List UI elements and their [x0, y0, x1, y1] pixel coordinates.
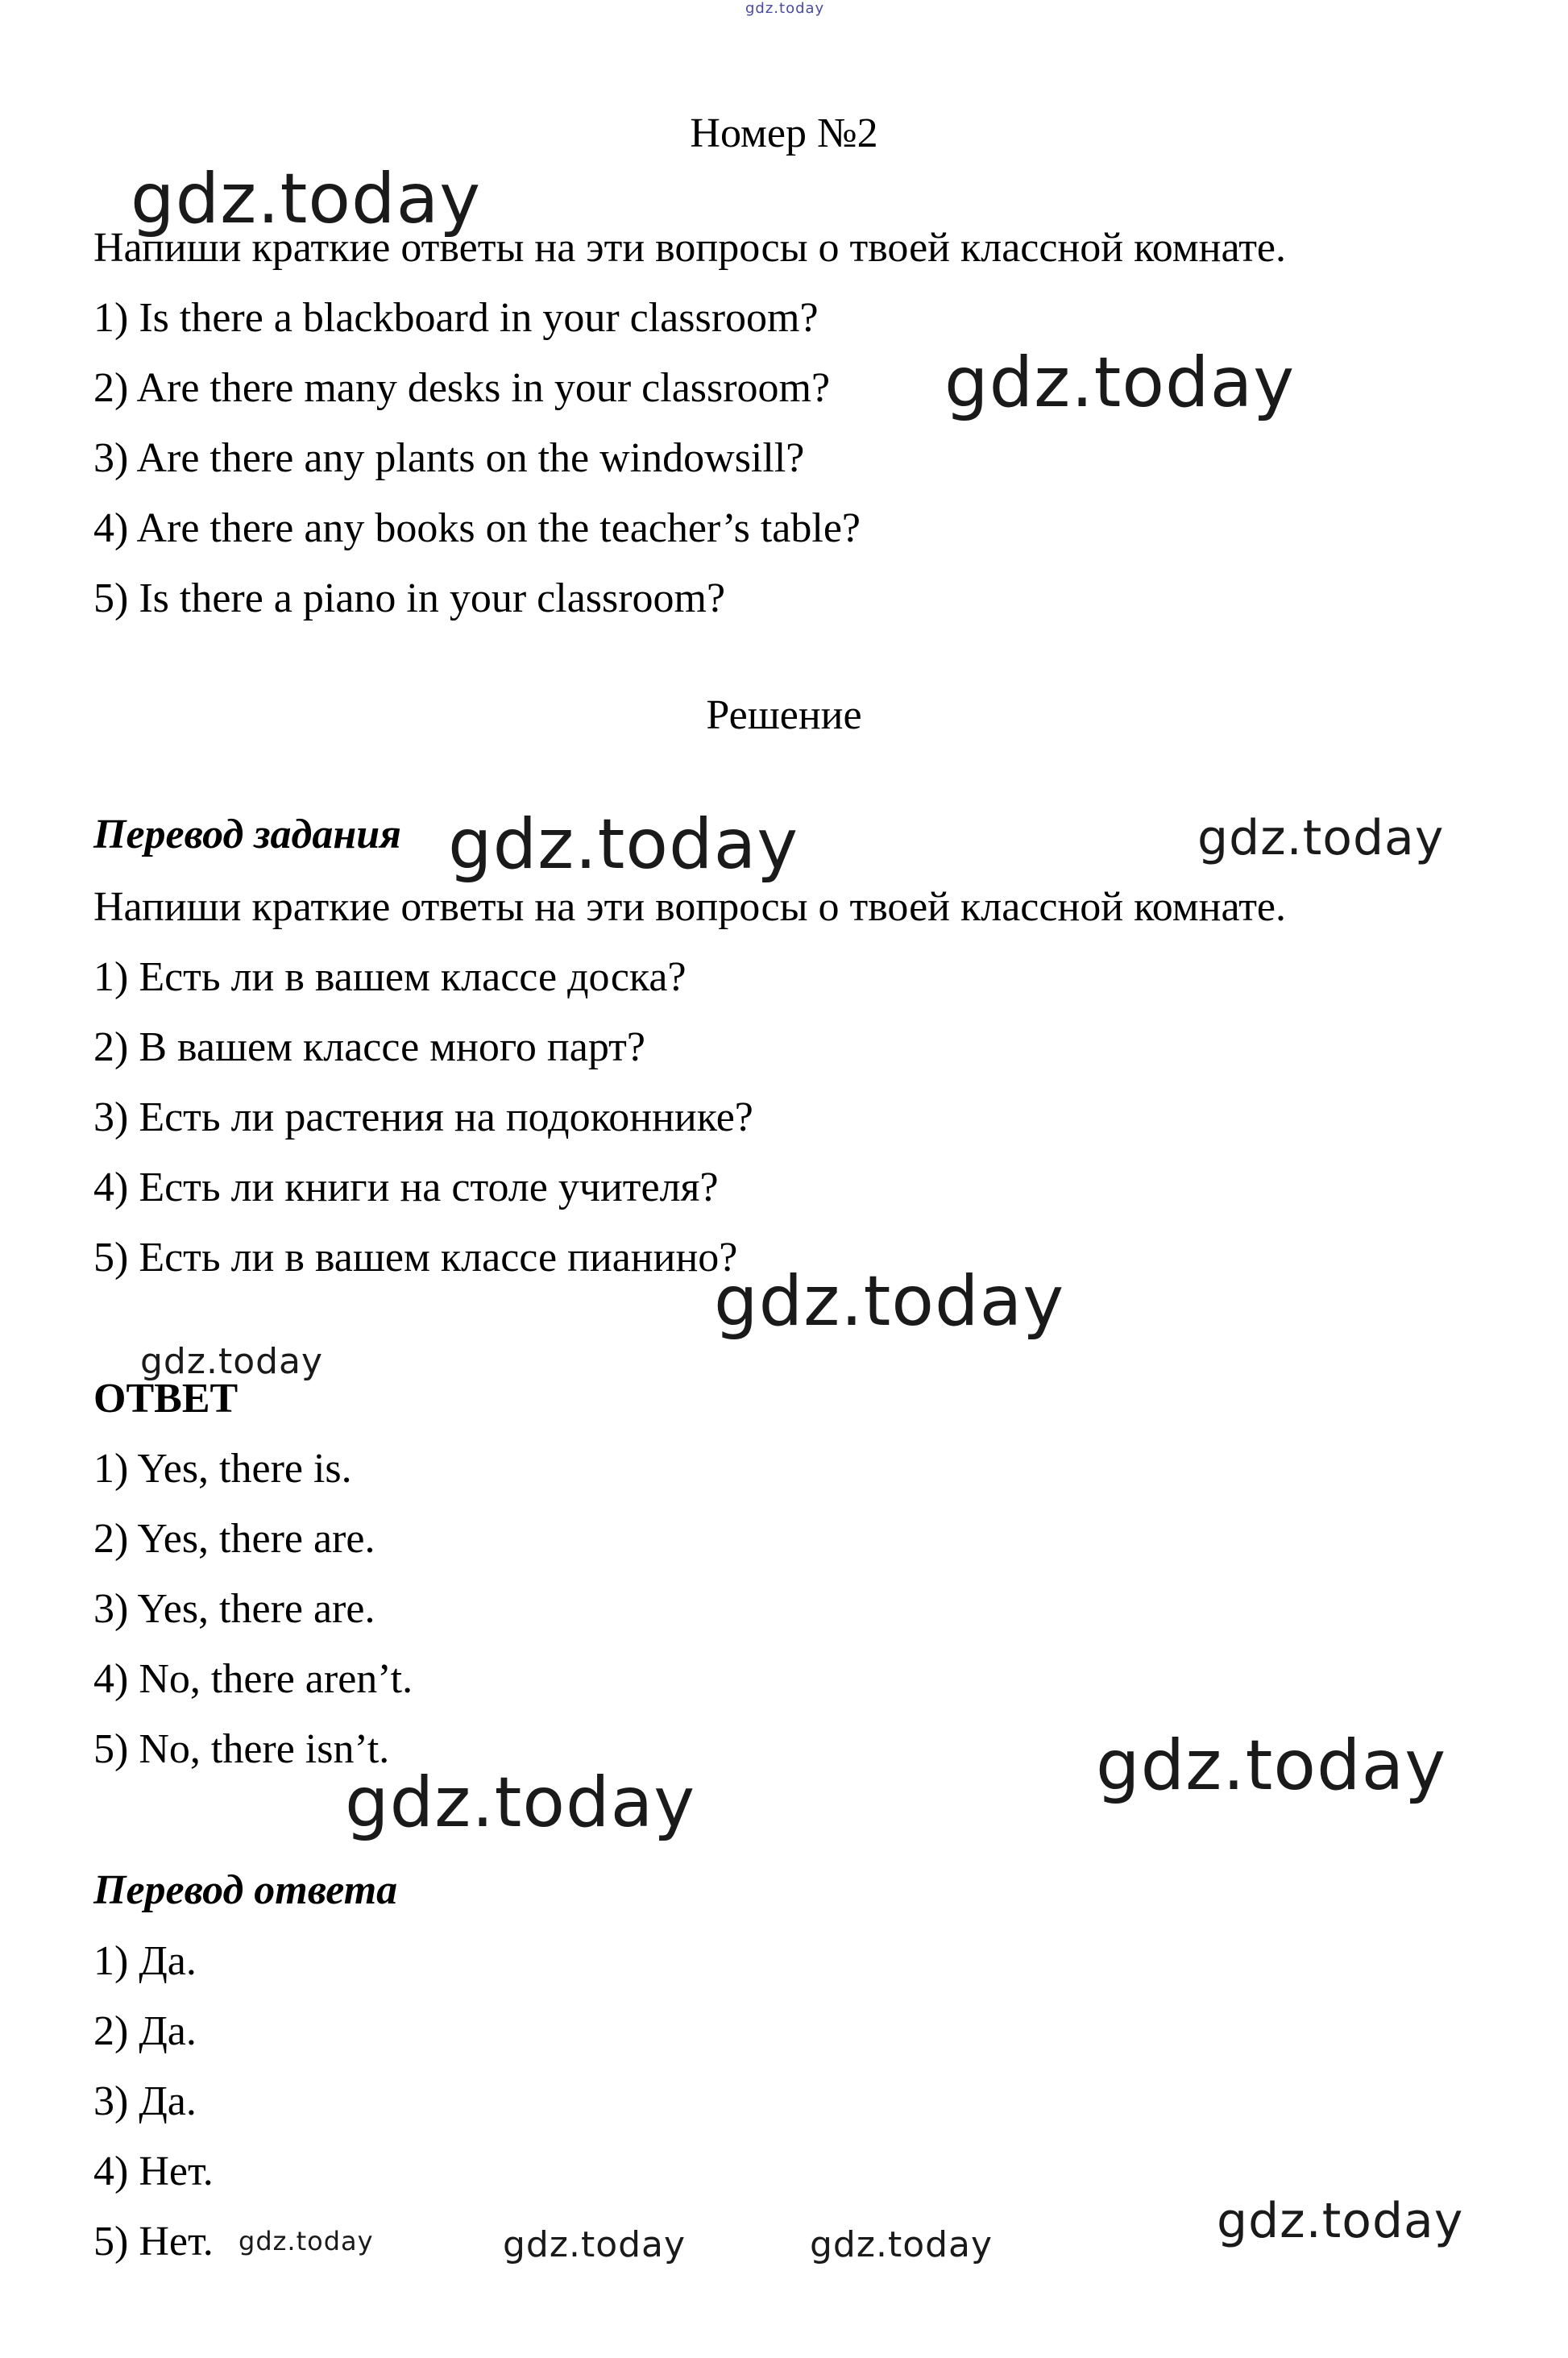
watermark: gdz.today	[448, 804, 799, 885]
task-question: 5) Is there a piano in your classroom?	[93, 575, 726, 621]
task-question: 2) Are there many desks in your classroom?	[93, 365, 831, 411]
answer-translation-item: 2) Да.	[93, 2008, 197, 2054]
answer-translation-item: 3) Да.	[93, 2078, 197, 2124]
watermark: gdz.today	[1197, 810, 1445, 866]
page-title: Номер №2	[690, 110, 878, 156]
translation-instruction: Напиши краткие ответы на эти вопросы о твоей классной комнате.	[93, 884, 1286, 930]
watermark-small: gdz.today	[745, 0, 825, 17]
task-question: 1) Is there a blackboard in your classroom?	[93, 295, 819, 341]
translation-question: 5) Есть ли в вашем классе пианино?	[93, 1235, 738, 1281]
task-question: 3) Are there any plants on the windowsill?	[93, 435, 805, 481]
answer-translation-heading: Перевод ответа	[93, 1867, 398, 1913]
watermark: gdz.today	[810, 2224, 993, 2265]
answer-translation-item: 1) Да.	[93, 1938, 197, 1984]
translation-question: 3) Есть ли растения на подоконнике?	[93, 1094, 753, 1140]
answer-item: 4) No, there aren’t.	[93, 1656, 413, 1702]
translation-question: 1) Есть ли в вашем классе доска?	[93, 954, 687, 1000]
watermark: gdz.today	[1217, 2193, 1464, 2249]
watermark: gdz.today	[503, 2224, 687, 2265]
answer-item: 2) Yes, there are.	[93, 1516, 375, 1562]
answer-item: 3) Yes, there are.	[93, 1586, 375, 1632]
answer-translation-item: 4) Нет.	[93, 2148, 214, 2194]
answer-translation-item: 5) Нет.	[93, 2219, 214, 2265]
watermark: gdz.today	[1096, 1725, 1447, 1806]
watermark: gdz.today	[131, 159, 482, 239]
translation-question: 4) Есть ли книги на столе учителя?	[93, 1164, 719, 1210]
watermark: gdz.today	[345, 1762, 696, 1843]
answer-item: 1) Yes, there is.	[93, 1446, 352, 1492]
answer-item: 5) No, there isn’t.	[93, 1726, 390, 1772]
answer-heading: ОТВЕТ	[93, 1376, 239, 1422]
task-question: 4) Are there any books on the teacher’s table?	[93, 505, 861, 551]
watermark: gdz.today	[140, 1341, 324, 1382]
solution-heading: Решение	[706, 692, 862, 738]
watermark: gdz.today	[944, 342, 1296, 423]
translation-heading: Перевод задания	[93, 812, 401, 857]
watermark: gdz.today	[239, 2226, 374, 2256]
watermark: gdz.today	[714, 1261, 1065, 1342]
task-instruction: Напиши краткие ответы на эти вопросы о твоей классной комнате.	[93, 225, 1286, 271]
translation-question: 2) В вашем классе много парт?	[93, 1024, 645, 1070]
